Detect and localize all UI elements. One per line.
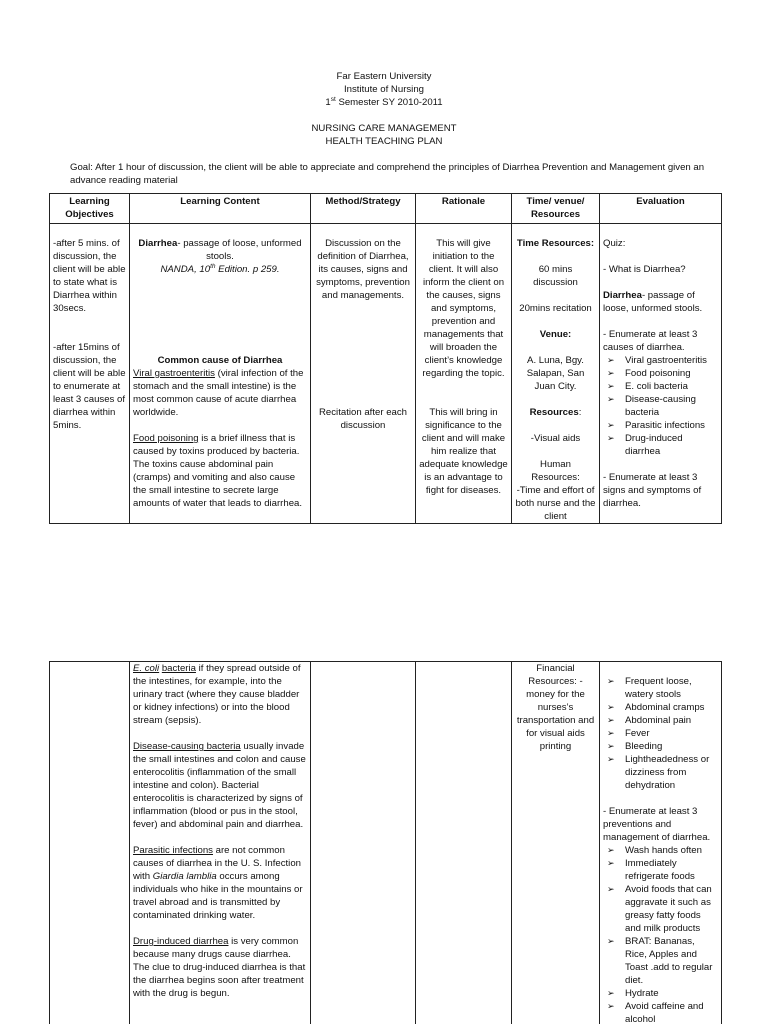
document-header [0, 70, 768, 109]
parasitic-term: Parasitic infections [133, 845, 213, 856]
resources-colon: : [578, 407, 582, 418]
ecoli-bacteria: bacteria [161, 663, 196, 674]
content-cell [130, 224, 311, 524]
list-item: ➢ Abdominal pain [603, 714, 718, 727]
parasitic-paragraph [133, 844, 307, 922]
question-1: - What is Diarrhea? [603, 264, 686, 275]
viral-paragraph [133, 367, 307, 419]
rationale-1: This will give initiation to the client. It will also inform the client on the causes, signs and symptoms, prevention and managements that will broaden the client’s knowledge regarding the topic. [422, 238, 505, 379]
resources-label: Resources [529, 407, 579, 418]
viral-term: Viral gastroenteritis [133, 368, 215, 379]
list-item: ➢ Avoid foods that can aggravate it such as greasy fatty foods and milk products [603, 883, 718, 935]
food-paragraph [133, 432, 307, 510]
answer-1 [603, 289, 718, 315]
objectives-cell [50, 224, 130, 524]
parasitic-text-2: occurs among individuals who hike in the mountains or travel abroad and is transmitted by contaminated drinking water. [133, 871, 303, 921]
list-item: ➢ Abdominal cramps [603, 701, 718, 714]
list-item: ➢ Lightheadedness or dizziness from dehydration [603, 753, 718, 792]
food-term: Food poisoning [133, 433, 199, 444]
objective-1: -after 5 mins. of discussion, the client will be able to state what is Diarrhea within 30secs. [53, 238, 126, 314]
table-row [50, 224, 722, 524]
col-header-rationale: Rationale [416, 194, 512, 224]
method-1: Discussion on the definition of Diarrhea, its causes, signs and symptoms, prevention and managements. [316, 238, 410, 301]
diarrhea-term: Diarrhea [138, 238, 178, 249]
list-item: ➢ BRAT: Bananas, Rice, Apples and Toast .add to regular diet. [603, 935, 718, 987]
viral-text: (viral infection of the stomach and the small intestine) is the most common cause of acute diarrhea worldwide. [133, 368, 304, 418]
objective-2: -after 15mins of discussion, the client will be able to enumerate at least 3 causes of diarrhea within 5mins. [53, 342, 126, 431]
plan-title [0, 122, 768, 148]
semester-line [0, 96, 768, 109]
list-item: ➢ Fever [603, 727, 718, 740]
time-cell-2 [512, 662, 600, 1024]
col-header-evaluation: Evaluation [600, 194, 722, 224]
visual-aids: -Visual aids [530, 433, 581, 444]
ecoli-text: if they spread outside of the intestines, for example, into the urinary tract (where they cause bladder or kidney infections) or into the blood stream (sepsis). [133, 663, 301, 726]
col-header-time: Time/ venue/ Resources [512, 194, 600, 224]
evaluation-cell [600, 224, 722, 524]
preventions-list [603, 844, 718, 1024]
nanda-pre: NANDA, 10 [160, 264, 211, 275]
semester-text: Semester SY 2010-2011 [335, 97, 443, 108]
evaluation-cell-2 [600, 662, 722, 1024]
teaching-plan-table-2 [49, 661, 722, 1024]
rationale-2: This will bring in significance to the client and will make him realize that adequate knowledge is an advantage to fight for diseases. [419, 407, 508, 496]
rationale-cell-2 [416, 662, 512, 1024]
method-cell-2 [311, 662, 416, 1024]
list-item: ➢ Avoid caffeine and alcohol [603, 1000, 718, 1024]
venue-text: A. Luna, Bgy. Salapan, San Juan City. [526, 355, 585, 392]
teaching-plan-table-1 [49, 193, 722, 524]
venue-label: Venue: [539, 329, 572, 340]
time-label: Time Resources: [516, 238, 595, 249]
resources-label-line [515, 406, 596, 419]
list-item: ➢ Wash hands often [603, 844, 718, 857]
question-2: - Enumerate at least 3 causes of diarrhea. [603, 329, 698, 353]
list-item: ➢ Parasitic infections [603, 419, 718, 432]
food-text: is a brief illness that is caused by toxins produced by bacteria. The toxins cause abdominal pain (cramps) and vomiting and also cause the small intestine to secrete large amounts of water that leads to diarrhea. [133, 433, 303, 509]
col-header-method: Method/Strategy [311, 194, 416, 224]
drug-text: is very common because many drugs cause diarrhea. The clue to drug-induced diarrhea is that the diarrhea begins soon after treatment with the drug is begun. [133, 936, 306, 999]
human-resources-label: Human Resources: [531, 459, 580, 483]
list-item: ➢ Disease-causing bacteria [603, 393, 718, 419]
method-cell [311, 224, 416, 524]
goal-statement: Goal: After 1 hour of discussion, the client will be able to appreciate and comprehend the principles of Diarrhea Prevention and Management given an advance reading material [70, 162, 705, 186]
drug-paragraph [133, 935, 307, 1000]
list-item: ➢ Immediately refrigerate foods [603, 857, 718, 883]
time-discussion: 60 mins discussion [533, 264, 578, 288]
list-item: ➢ Drug-induced diarrhea [603, 432, 718, 458]
plan-title-line2: HEALTH TEACHING PLAN [325, 136, 443, 147]
list-item: ➢ Bleeding [603, 740, 718, 753]
method-2: Recitation after each discussion [319, 407, 407, 431]
list-item: ➢ Hydrate [603, 987, 718, 1000]
table-row [50, 662, 722, 1024]
disease-term: Disease-causing bacteria [133, 741, 241, 752]
semester-superscript: st [330, 95, 336, 103]
nanda-post: Edition. p 259. [215, 264, 280, 275]
col-header-objectives: Learning Objectives [50, 194, 130, 224]
table-header-row [50, 194, 722, 224]
drug-term: Drug-induced diarrhea [133, 936, 229, 947]
cause-heading: Common cause of Diarrhea [157, 355, 283, 366]
nanda-reference [133, 263, 307, 276]
rationale-cell [416, 224, 512, 524]
list-item: ➢ Food poisoning [603, 367, 718, 380]
causes-list [603, 354, 718, 458]
quiz-label: Quiz: [603, 238, 626, 249]
institute-name: Institute of Nursing [344, 84, 424, 95]
question-3: - Enumerate at least 3 signs and symptoms of diarrhea. [603, 472, 702, 509]
human-resources-detail: -Time and effort of both nurse and the client [515, 485, 596, 522]
parasitic-italic: Giardia lamblia [152, 871, 217, 882]
nanda-sup: th [210, 262, 216, 270]
semester-number: 1 [325, 97, 331, 108]
diarrhea-definition [133, 237, 307, 263]
time-cell [512, 224, 600, 524]
question-4: - Enumerate at least 3 preventions and management of diarrhea. [603, 806, 711, 843]
disease-text: usually invade the small intestines and colon and cause enterocolitis (inflammation of the small intestine and colon). Bacterial enterocolitis is characterized by signs of inflammation (blood or pus in the stool, fever) and abdominal pain and diarrhea. [133, 741, 306, 830]
diarrhea-def: - passage of loose, unformed stools. [177, 238, 302, 262]
disease-paragraph [133, 740, 307, 831]
plan-title-line1: NURSING CARE MANAGEMENT [311, 123, 457, 134]
list-item: ➢ Viral gastroenteritis [603, 354, 718, 367]
ecoli-paragraph [133, 662, 307, 727]
time-recitation: 20mins recitation [519, 303, 592, 314]
symptoms-list [603, 675, 718, 792]
list-item: ➢ E. coli bacteria [603, 380, 718, 393]
content-cell-2 [130, 662, 311, 1024]
col-header-content: Learning Content [130, 194, 311, 224]
answer-text: - passage of loose, unformed stools. [603, 290, 703, 314]
ecoli-term: E. coli [133, 663, 160, 674]
answer-term: Diarrhea [603, 290, 642, 301]
financial-resources: Financial Resources: -money for the nurses’s transportation and for visual aids printing [516, 663, 595, 752]
parasitic-text-1: are not common causes of diarrhea in the U. S. Infection with [133, 845, 301, 882]
university-name: Far Eastern University [336, 71, 432, 82]
objectives-cell-2 [50, 662, 130, 1024]
list-item: ➢ Frequent loose, watery stools [603, 675, 718, 701]
